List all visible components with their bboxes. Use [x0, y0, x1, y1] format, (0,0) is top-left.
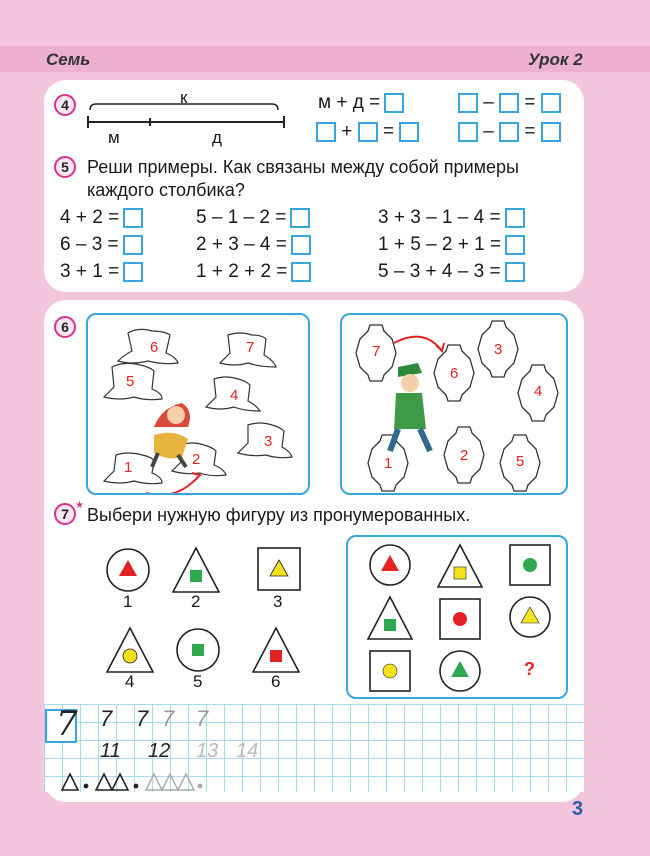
example-row [378, 261, 525, 283]
written-digit: 7 [136, 706, 149, 731]
answer-box[interactable] [291, 235, 311, 255]
segment-label-left: м [108, 128, 120, 147]
figure-1 [107, 549, 149, 591]
written-number: 14 [236, 740, 259, 762]
task7-text: Выбери нужную фигуру из пронумерованных. [87, 505, 471, 525]
lantern-number: 4 [534, 383, 543, 400]
segment-label-right: д [212, 128, 222, 147]
figure-caption: 4 [125, 672, 135, 691]
answer-box[interactable] [123, 262, 143, 282]
answer-box[interactable] [505, 208, 525, 228]
task4-eq1-expr: м + д = [318, 92, 381, 113]
answer-box[interactable] [499, 122, 519, 142]
figure-6 [253, 628, 299, 672]
example-row [196, 207, 310, 229]
example-expr: 5 – 1 – 2 = [196, 207, 287, 228]
numbered-figures [100, 542, 340, 702]
example-expr: 3 + 1 = [60, 261, 120, 282]
example-expr: 3 + 3 – 1 – 4 = [378, 207, 501, 228]
lantern-number: 3 [494, 341, 503, 358]
answer-box[interactable] [384, 93, 404, 113]
triangle-dot-pattern [60, 770, 230, 794]
task-4-number: 4 [54, 94, 76, 116]
figure-caption: 3 [273, 592, 283, 611]
example-row [196, 261, 311, 283]
answer-box[interactable] [458, 93, 478, 113]
example-row [196, 234, 311, 256]
question-mark: ? [524, 659, 535, 679]
answer-box[interactable] [316, 122, 336, 142]
task4-eq3-op: + [341, 121, 353, 142]
written-number: 11 [100, 740, 121, 762]
example-row [378, 207, 525, 229]
answer-box[interactable] [358, 122, 378, 142]
task4-eq4 [458, 121, 561, 143]
task4-eq3-eq: = [382, 121, 395, 142]
answer-box[interactable] [123, 208, 143, 228]
example-expr: 5 – 3 + 4 – 3 = [378, 261, 501, 282]
header-lesson: Урок 2 [528, 50, 583, 69]
written-digit: 7 [162, 706, 175, 731]
example-row [60, 207, 143, 229]
lantern-number: 1 [384, 455, 393, 472]
pattern-grid [348, 537, 568, 699]
boy-figure [390, 363, 430, 451]
lantern-number: 6 [450, 365, 459, 382]
lantern-number: 2 [460, 447, 469, 464]
stump-number: 3 [264, 433, 273, 450]
task4-eq1 [318, 92, 404, 114]
example-expr: 1 + 2 + 2 = [196, 261, 288, 282]
lantern-number: 5 [516, 453, 525, 470]
task-7-star: ★ [75, 500, 84, 511]
figure-2 [173, 548, 219, 592]
task-7-number: 7 [54, 503, 76, 525]
figure-caption: 2 [191, 592, 201, 611]
stump-number: 5 [126, 373, 135, 390]
pattern-panel [346, 535, 568, 699]
stump-number: 2 [192, 451, 201, 468]
stumps-panel [86, 313, 310, 495]
task-6-number: 6 [54, 316, 76, 338]
answer-box[interactable] [499, 93, 519, 113]
example-row [60, 234, 143, 256]
answer-box[interactable] [123, 235, 143, 255]
answer-box[interactable] [541, 93, 561, 113]
task4-eq4-eq: = [524, 121, 536, 142]
answer-box[interactable] [399, 122, 419, 142]
stump-number: 7 [246, 339, 255, 356]
answer-box[interactable] [505, 262, 525, 282]
figure-caption: 5 [193, 672, 203, 691]
example-row [60, 261, 143, 283]
answer-box[interactable] [458, 122, 478, 142]
task4-eq2-eq: = [524, 92, 536, 113]
example-expr: 4 + 2 = [60, 207, 120, 228]
written-number: 13 [196, 740, 219, 762]
task5-text-line1: Реши примеры. Как связаны между собой примеры [87, 157, 519, 177]
figure-3 [258, 548, 300, 590]
lantern-number: 7 [372, 343, 381, 360]
task4-eq4-op: – [483, 121, 494, 142]
answer-box[interactable] [290, 208, 310, 228]
answer-box[interactable] [505, 235, 525, 255]
page-header [0, 46, 650, 72]
stump-number: 6 [150, 339, 159, 356]
task5-text-line2: каждого столбика? [87, 180, 245, 200]
task4-eq2 [458, 92, 561, 114]
lanterns-panel [340, 313, 568, 495]
answer-box[interactable] [541, 122, 561, 142]
example-expr: 6 – 3 = [60, 234, 119, 255]
lanterns-illustration [342, 315, 568, 495]
task-5-number: 5 [54, 156, 76, 178]
task4-eq3 [316, 121, 419, 143]
figure-5 [177, 629, 219, 671]
segment-label-top: к [180, 88, 188, 107]
written-digit: 7 [100, 706, 113, 731]
written-digit: 7 [196, 706, 209, 731]
header-title: Семь [46, 50, 91, 69]
stumps-illustration [88, 315, 310, 495]
page-number: 3 [572, 798, 584, 820]
example-expr: 2 + 3 – 4 = [196, 234, 287, 255]
figure-caption: 1 [123, 592, 133, 611]
figure-4 [107, 628, 153, 672]
figure-caption: 6 [271, 672, 281, 691]
digit-sample: 7 [56, 704, 78, 744]
task4-eq2-op: – [483, 92, 494, 113]
stump-number: 4 [230, 387, 239, 404]
written-number: 12 [148, 740, 171, 762]
answer-box[interactable] [291, 262, 311, 282]
stump-number: 1 [124, 459, 133, 476]
example-expr: 1 + 5 – 2 + 1 = [378, 234, 502, 255]
example-row [378, 234, 525, 256]
